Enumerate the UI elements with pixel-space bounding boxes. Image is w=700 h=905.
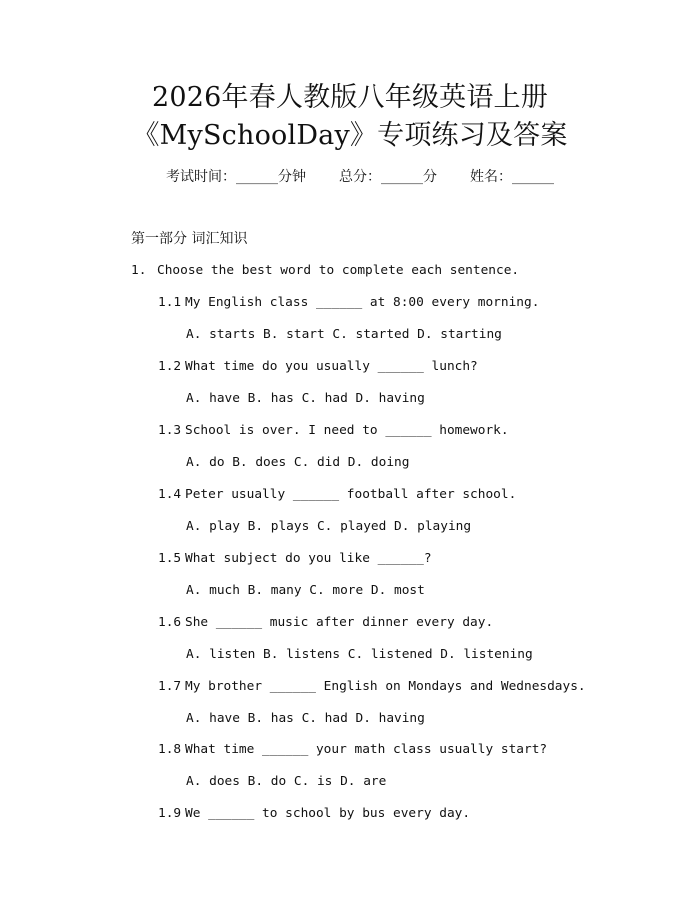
item-number: 1.9 [158,806,182,821]
item-number: 1.4 [158,487,182,502]
document-title-line-2: 《MySchoolDay》专项练习及答案 [132,120,568,151]
question-item-1-9 [158,805,608,823]
question-item-1-1 [158,294,608,312]
question-number: 1. [131,263,147,278]
item-sentence: We ______ to school by bus every day. [185,806,471,821]
section-title: 第一部分 词汇知识 [131,231,248,247]
answer-options-1-7: A. have B. has C. had D. having [186,711,425,726]
item-sentence: School is over. I need to ______ homework. [185,423,509,438]
question-item-1-6 [158,614,608,632]
answer-options-1-3: A. do B. does C. did D. doing [186,455,410,470]
item-number: 1.3 [158,423,182,438]
item-sentence: What time do you usually ______ lunch? [185,359,478,374]
question-item-1-3 [158,422,608,440]
item-sentence: Peter usually ______ football after school. [185,487,517,502]
question-instruction: Choose the best word to complete each sentence. [157,263,520,278]
exam-time-field: 考试时间：______分钟 [166,169,306,185]
item-number: 1.6 [158,615,182,630]
answer-options-1-5: A. much B. many C. more D. most [186,583,425,598]
item-number: 1.1 [158,295,182,310]
answer-options-1-4: A. play B. plays C. played D. playing [186,519,472,534]
item-number: 1.5 [158,551,182,566]
question-item-1-8 [158,741,608,759]
question-item-1-2 [158,358,608,376]
question-item-1-7 [158,678,608,696]
item-number: 1.7 [158,679,182,694]
item-sentence: My English class ______ at 8:00 every morning. [185,295,540,310]
item-number: 1.2 [158,359,182,374]
answer-options-1-2: A. have B. has C. had D. having [186,391,425,406]
item-number: 1.8 [158,742,182,757]
question-item-1-5 [158,550,608,568]
item-sentence: What subject do you like ______? [185,551,432,566]
answer-options-1-1: A. starts B. start C. started D. starting [186,327,502,342]
question-item-1-4 [158,486,608,504]
question-1 [131,262,651,280]
total-score-field: 总分：______分 [339,169,437,185]
answer-options-1-6: A. listen B. listens C. listened D. listening [186,647,533,662]
document-title-line-1: 2026年春人教版八年级英语上册 [152,82,548,113]
item-sentence: My brother ______ English on Mondays and Wednesdays. [185,679,586,694]
item-sentence: What time ______ your math class usually start? [185,742,548,757]
name-field: 姓名：______ [470,169,554,185]
exam-info [166,168,586,186]
item-sentence: She ______ music after dinner every day. [185,615,494,630]
answer-options-1-8: A. does B. do C. is D. are [186,774,387,789]
